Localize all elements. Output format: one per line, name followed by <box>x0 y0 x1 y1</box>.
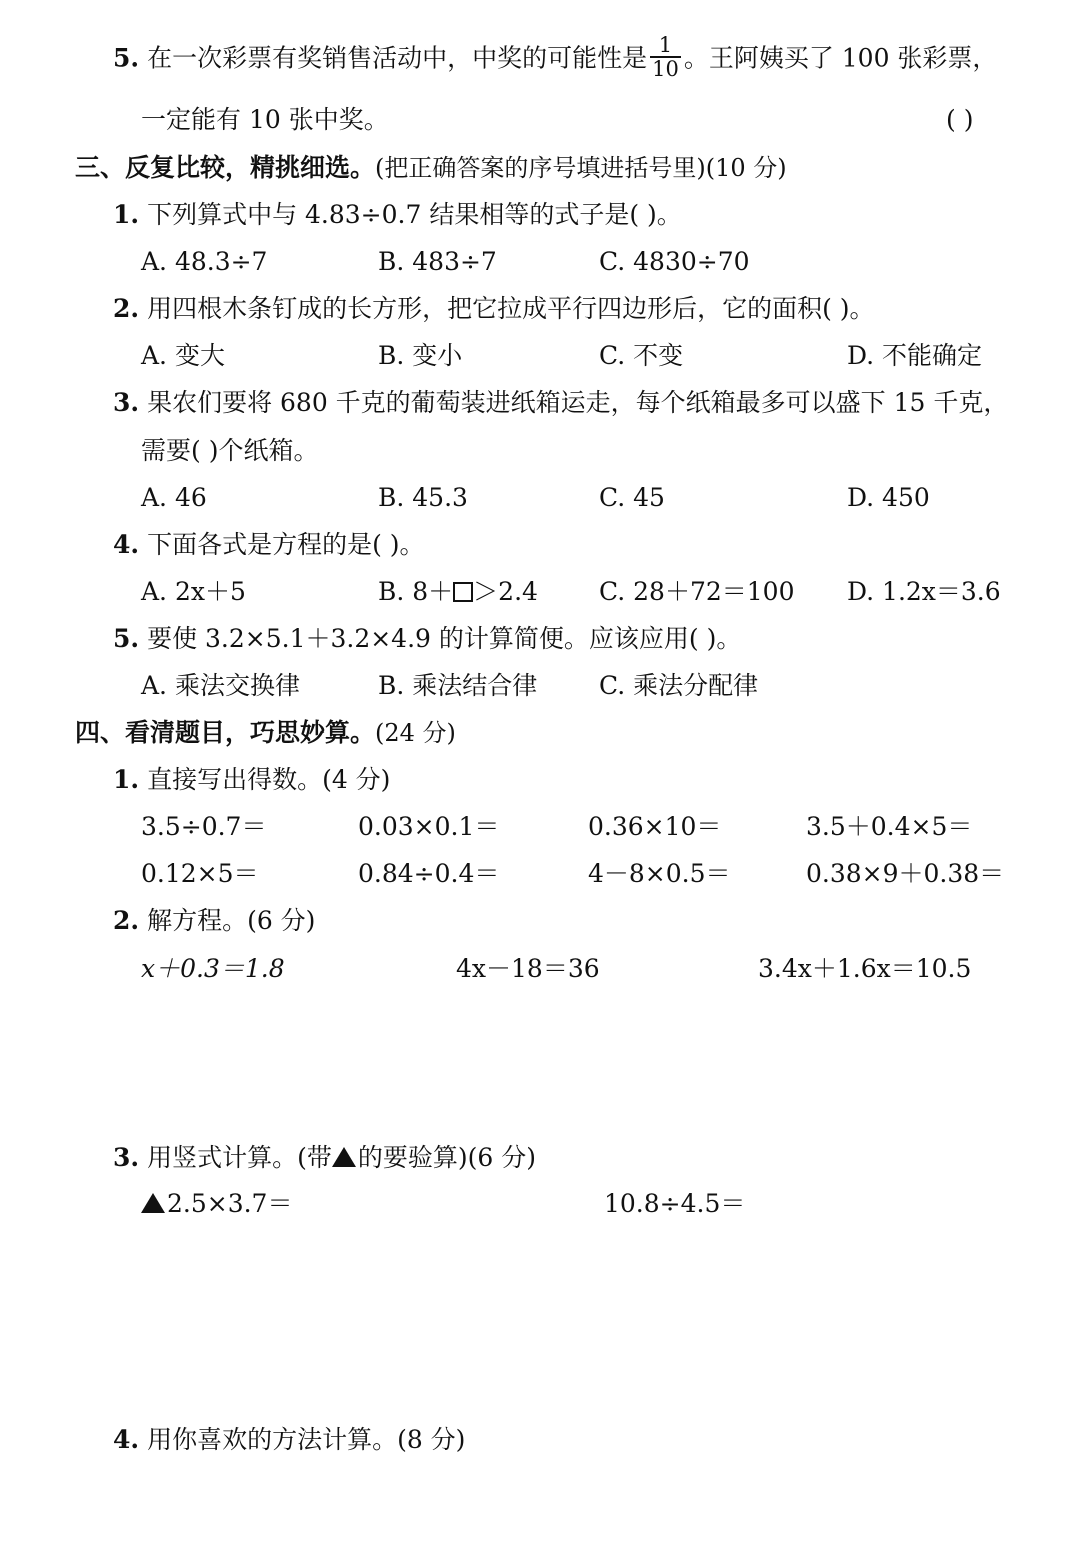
calc-item: 0.38×9＋0.38＝ <box>806 859 1005 888</box>
s3-q4-option-b-pre: B. 8＋ <box>378 577 454 606</box>
s3-q5-text: 要使 3.2×5.1＋3.2×4.9 的计算简便。应该应用( )。 <box>147 624 742 653</box>
s3-q4-option-c: C. 28＋72＝100 <box>599 577 795 606</box>
s3-q2-option-d: D. 不能确定 <box>847 341 983 370</box>
s3-q1 <box>113 202 682 227</box>
s3-q2-text: 用四根木条钉成的长方形，把它拉成平行四边形后，它的面积( )。 <box>147 294 875 323</box>
calc-item: 0.36×10＝ <box>588 812 722 841</box>
s4-p3-score-pre: (带 <box>297 1143 332 1172</box>
s3-q1-option-b: B. 483÷7 <box>378 247 497 276</box>
s4-p4-title: 用你喜欢的方法计算。 <box>147 1425 398 1454</box>
s3-q1-option-c: C. 4830÷70 <box>599 247 750 276</box>
s3-q4-text: 下面各式是方程的是( )。 <box>147 530 425 559</box>
empty-box-icon <box>453 582 473 602</box>
s3-q3-option-b: B. 45.3 <box>378 483 468 512</box>
s3-q3-number: 3. <box>113 388 140 417</box>
s3-q5 <box>113 626 741 651</box>
triangle-icon <box>332 1147 356 1167</box>
section-3-title <box>75 155 787 180</box>
s4-p4-score: (8 分) <box>397 1425 466 1454</box>
s4-p2-score: (6 分) <box>247 906 316 935</box>
q5-prev-text: 在一次彩票有奖销售活动中，中奖的可能性是 <box>147 43 648 73</box>
s3-q4-option-a: A. 2x＋5 <box>141 577 246 606</box>
s4-p4-number: 4. <box>113 1425 140 1454</box>
s4-p3-title: 用竖式计算。 <box>147 1143 298 1172</box>
answer-paren[interactable]: ( ) <box>946 105 974 134</box>
s3-q2 <box>113 296 875 321</box>
vertical-calc-item-2: 10.8÷4.5＝ <box>604 1189 746 1218</box>
vertical-calc-text: 2.5×3.7＝ <box>167 1189 293 1218</box>
s3-q3-text: 果农们要将 680 千克的葡萄装进纸箱运走，每个纸箱最多可以盛下 15 千克， <box>147 388 1009 417</box>
calc-item: 0.03×0.1＝ <box>358 812 500 841</box>
section-4-title <box>75 720 456 745</box>
equation-item: x＋0.3＝1.8 <box>141 954 285 983</box>
s4-p3 <box>113 1145 536 1170</box>
s4-p2 <box>113 908 315 933</box>
s3-q2-option-a: A. 变大 <box>141 341 225 370</box>
s3-q2-option-c: C. 不变 <box>599 341 684 370</box>
section-4-heading: 四、看清题目，巧思妙算。 <box>75 718 376 747</box>
s4-p1 <box>113 767 390 792</box>
s3-q5-option-c: C. 乘法分配律 <box>599 671 759 700</box>
calc-item: 0.84÷0.4＝ <box>358 859 500 888</box>
s3-q1-text: 下列算式中与 4.83÷0.7 结果相等的式子是( )。 <box>147 200 682 229</box>
q5-prev-line2: 一定能有 10 张中奖。 <box>141 105 389 134</box>
section-3-note: (把正确答案的序号填进括号里)(10 分) <box>375 154 787 182</box>
s4-p1-score: (4 分) <box>322 765 391 794</box>
s4-p2-title: 解方程。 <box>147 906 248 935</box>
fraction-numerator: 1 <box>650 34 681 58</box>
fraction-denominator: 10 <box>652 57 679 82</box>
s3-q2-option-b: B. 变小 <box>378 341 463 370</box>
s4-p4 <box>113 1427 465 1452</box>
s3-q1-option-a: A. 48.3÷7 <box>141 247 268 276</box>
s3-q3-line2: 需要( )个纸箱。 <box>141 436 319 465</box>
equation-item: 3.4x＋1.6x＝10.5 <box>758 954 972 983</box>
s3-q4 <box>113 532 425 557</box>
q5-prev-text-after: 。王阿姨买了 100 张彩票， <box>683 43 998 73</box>
calc-item: 0.12×5＝ <box>141 859 259 888</box>
s3-q4-number: 4. <box>113 530 140 559</box>
s4-p2-number: 2. <box>113 906 140 935</box>
s4-p3-score-post: 的要验算)(6 分) <box>357 1143 536 1172</box>
s4-p1-title: 直接写出得数。 <box>147 765 323 794</box>
s3-q3-option-d: D. 450 <box>847 483 930 512</box>
triangle-icon <box>141 1193 165 1213</box>
s3-q4-option-b-post: ＞2.4 <box>473 577 538 606</box>
s4-p3-number: 3. <box>113 1143 140 1172</box>
s3-q5-option-a: A. 乘法交换律 <box>141 671 300 700</box>
vertical-calc-item-1 <box>141 1191 292 1216</box>
equation-item: 4x－18＝36 <box>456 954 600 983</box>
s3-q4-option-d: D. 1.2x＝3.6 <box>847 577 1001 606</box>
section-3-heading: 三、反复比较，精挑细选。 <box>75 153 376 182</box>
calc-item: 3.5÷0.7＝ <box>141 812 267 841</box>
s3-q2-number: 2. <box>113 294 140 323</box>
s3-q3 <box>113 390 1008 415</box>
s3-q5-number: 5. <box>113 624 140 653</box>
section-4-note: (24 分) <box>375 719 456 747</box>
q5-prev-line1 <box>113 33 998 82</box>
q5-prev-number: 5. <box>113 43 140 73</box>
s3-q3-option-c: C. 45 <box>599 483 665 512</box>
fraction-one-tenth <box>650 34 681 80</box>
s3-q1-number: 1. <box>113 200 140 229</box>
calc-item: 3.5＋0.4×5＝ <box>806 812 973 841</box>
s3-q4-option-b <box>378 579 538 604</box>
s3-q3-option-a: A. 46 <box>141 483 207 512</box>
s4-p1-number: 1. <box>113 765 140 794</box>
s3-q5-option-b: B. 乘法结合律 <box>378 671 538 700</box>
calc-item: 4－8×0.5＝ <box>588 859 731 888</box>
